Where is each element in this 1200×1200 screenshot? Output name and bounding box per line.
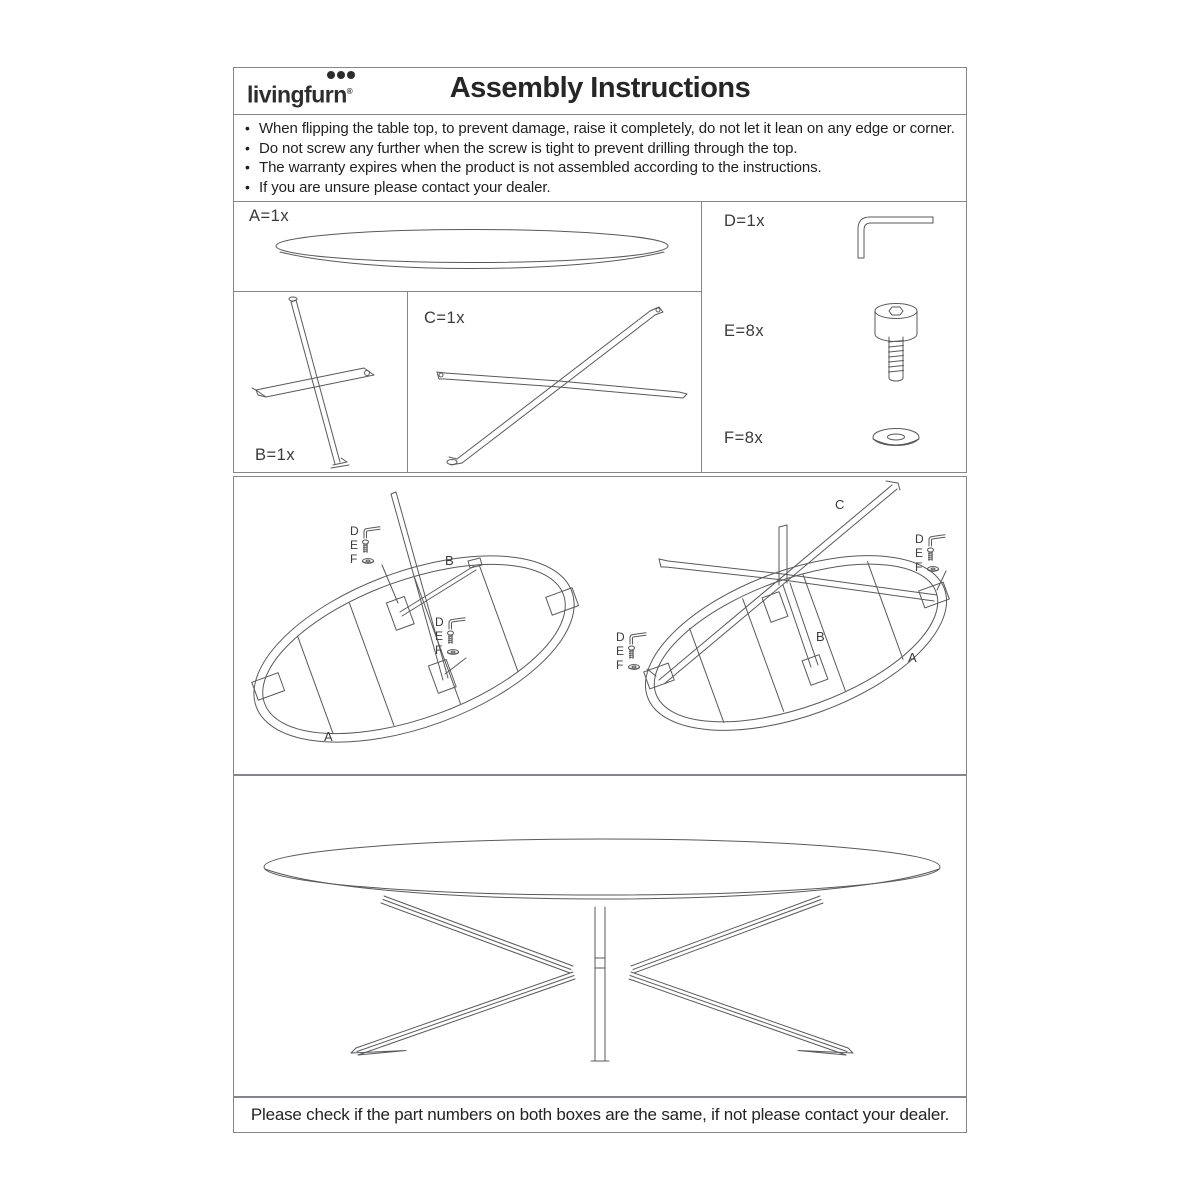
washer-mini-icon [627, 659, 649, 673]
callout-d-label: D [915, 532, 924, 546]
step2-callout-def [616, 631, 649, 673]
footer-section [233, 1097, 967, 1133]
step1-tabletop [234, 518, 599, 774]
header-divider [234, 114, 966, 115]
callout-e-label: E [435, 629, 444, 643]
part-b-label: B=1x [255, 446, 296, 464]
callout-f-label: F [435, 643, 443, 657]
part-f-label: F=8x [724, 429, 764, 447]
bolt-mini-icon [627, 645, 649, 659]
bolt-drawing [875, 304, 917, 382]
step2-part-c-letter: C [835, 497, 845, 512]
washer-mini-icon [926, 561, 948, 575]
callout-e-label: E [915, 546, 924, 560]
warning-item: • Do not screw any further when the screw is tight to prevent drilling through the top. [244, 139, 960, 159]
part-a-tabletop-drawing [234, 201, 701, 291]
step2-part-b-letter: B [816, 629, 825, 644]
step2-cross-c [659, 481, 937, 684]
part-c-label: C=1x [424, 309, 465, 327]
step1-leader-1 [382, 565, 398, 603]
callout-d-label: D [616, 630, 625, 644]
step1-callout-def-2 [435, 616, 468, 658]
callout-f-label: F [616, 658, 624, 672]
page [233, 67, 967, 1133]
step1-part-b-letter: B [445, 553, 454, 568]
bolt-mini-icon [446, 630, 468, 644]
hardware-drawings [701, 201, 967, 473]
registered-mark: ® [346, 87, 353, 96]
callout-e-label: E [616, 644, 625, 658]
callout-d-label: D [435, 615, 444, 629]
callout-f-label: F [350, 552, 358, 566]
warning-item: • If you are unsure please contact your dealer. [244, 178, 960, 198]
step1-part-a-letter: A [324, 729, 333, 744]
page-title: Assembly Instructions [449, 72, 751, 104]
warning-item: • When flipping the table top, to prevent damage, raise it completely, do not let it lean on any edge or corner. [244, 119, 960, 139]
warning-list [244, 119, 960, 197]
allen-key-mini-icon [926, 533, 948, 547]
allen-key-mini-icon [627, 631, 649, 645]
assembled-table-section [233, 775, 967, 1097]
step1-callout-def [350, 525, 383, 567]
washer-mini-icon [446, 644, 468, 658]
allen-key-mini-icon [361, 525, 383, 539]
callout-d-label: D [350, 524, 359, 538]
washer-drawing [873, 429, 919, 446]
top-section [233, 67, 967, 473]
allen-key-mini-icon [446, 616, 468, 630]
part-e-label: E=8x [724, 322, 765, 340]
callout-e-label: E [350, 538, 359, 552]
step2-leg-b [779, 525, 818, 667]
assembly-steps-drawing [234, 477, 966, 774]
brand-name: livingfurn [247, 81, 347, 108]
part-a-label: A=1x [249, 207, 290, 225]
callout-f-label: F [915, 560, 923, 574]
step2-callout-def-2 [915, 533, 948, 575]
assembled-table-drawing [234, 776, 966, 1096]
assembly-steps-section [233, 476, 967, 775]
bolt-mini-icon [361, 539, 383, 553]
part-b-leg-drawing [234, 291, 407, 474]
allen-key-drawing [858, 217, 933, 258]
part-d-label: D=1x [724, 212, 765, 230]
step2-part-a-letter: A [908, 650, 917, 665]
footer-note: Please check if the part numbers on both boxes are the same, if not please contact your dealer. [250, 1105, 950, 1124]
bolt-mini-icon [926, 547, 948, 561]
warning-item: • The warranty expires when the product is not assembled according to the instructions. [244, 158, 960, 178]
washer-mini-icon [361, 553, 383, 567]
part-c-cross-drawing [407, 291, 701, 474]
